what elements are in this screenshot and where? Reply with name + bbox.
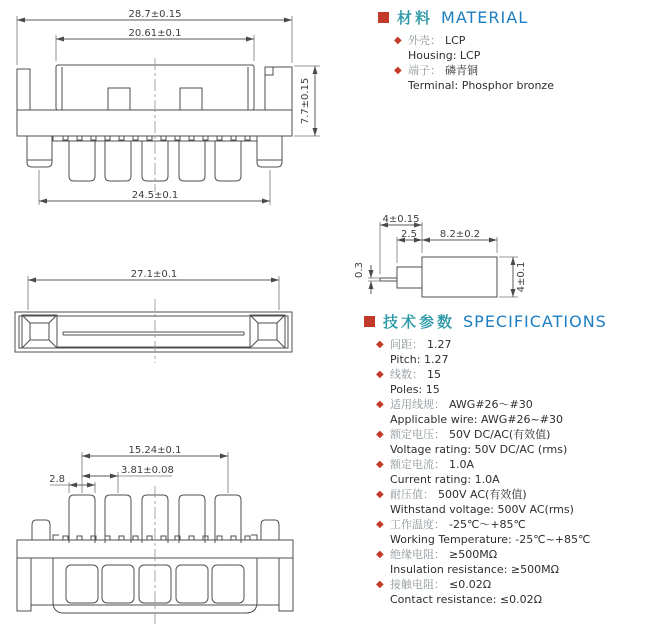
- spec-item-wire: [364, 397, 646, 427]
- dim-pin-row-span: 15.24±0.1: [128, 445, 182, 456]
- material-item-housing: [378, 33, 642, 63]
- material-title-en: MATERIAL: [441, 8, 529, 27]
- bottom-view-dimensions: [49, 445, 228, 493]
- spec-contact-zh-label: 接触电阻：: [390, 578, 445, 591]
- diamond-bullet-icon: ◆: [394, 35, 402, 46]
- spec-insulation-zh: [390, 547, 646, 562]
- material-terminal-zh: [408, 63, 642, 78]
- side-view-dimensions: [354, 214, 527, 297]
- material-housing-zh: [408, 33, 642, 48]
- spec-voltage-zh: [390, 427, 646, 442]
- material-housing-zh-value: LCP: [445, 34, 466, 47]
- spec-item-poles: [364, 367, 646, 397]
- side-view-outline: [380, 257, 497, 297]
- spec-contact-zh-value: ≤0.02Ω: [449, 578, 492, 591]
- spec-withstand-en: Withstand voltage: 500V AC(rms): [390, 503, 574, 516]
- dim-inner-width: 20.61±0.1: [128, 28, 182, 39]
- dim-finger-width: 2.8: [49, 474, 65, 485]
- diamond-bullet-icon: ◆: [376, 489, 384, 500]
- spec-pitch-en: Pitch: 1.27: [390, 353, 449, 366]
- diamond-bullet-icon: ◆: [376, 369, 384, 380]
- spec-pitch-zh-label: 间距：: [390, 338, 423, 351]
- spec-voltage-zh-value: 50V DC/AC(有效值): [449, 428, 551, 441]
- material-title: [378, 7, 642, 28]
- dim-pin-span: 24.5±0.1: [131, 190, 179, 201]
- spec-temperature-en: Working Temperature: -25℃~+85℃: [390, 533, 591, 546]
- spec-current-en: Current rating: 1.0A: [390, 473, 500, 486]
- specs-title-en: SPECIFICATIONS: [463, 312, 607, 331]
- spec-contact-en: Contact resistance: ≤0.02Ω: [390, 593, 543, 606]
- spec-temperature-zh-label: 工作温度：: [390, 518, 445, 531]
- front-view-outline: [17, 58, 292, 192]
- square-bullet-icon: [378, 12, 389, 23]
- spec-item-pitch: [364, 337, 646, 367]
- dim-overall-width: 28.7±0.15: [128, 9, 182, 20]
- dim-body-length: 8.2±0.2: [439, 229, 481, 240]
- spec-item-current: [364, 457, 646, 487]
- spec-pitch-zh-value: 1.27: [427, 338, 452, 351]
- spec-item-insulation: [364, 547, 646, 577]
- material-title-zh: 材料: [397, 9, 434, 27]
- spec-poles-zh-value: 15: [427, 368, 441, 381]
- diamond-bullet-icon: ◆: [376, 579, 384, 590]
- spec-insulation-zh-value: ≥500MΩ: [449, 548, 498, 561]
- bottom-view-outline: [17, 486, 293, 624]
- dim-pin-thickness: 0.3: [354, 262, 365, 278]
- spec-current-zh-label: 额定电流：: [390, 458, 445, 471]
- spec-insulation-zh-label: 绝缘电阻：: [390, 548, 445, 561]
- spec-voltage-en: Voltage rating: 50V DC/AC (rms): [390, 443, 568, 456]
- diamond-bullet-icon: ◆: [376, 459, 384, 470]
- spec-poles-en: Poles: 15: [390, 383, 440, 396]
- spec-item-temperature: [364, 517, 646, 547]
- side-view-drawing: [350, 204, 530, 309]
- front-view-drawing: [8, 4, 348, 216]
- spec-wire-zh-value: AWG#26～#30: [449, 398, 533, 411]
- bottom-view-drawing: [8, 432, 338, 628]
- diamond-bullet-icon: ◆: [376, 339, 384, 350]
- specifications-section: [364, 311, 646, 607]
- top-view-dimensions: [28, 269, 279, 310]
- spec-item-voltage: [364, 427, 646, 457]
- spec-wire-en: Applicable wire: AWG#26~#30: [390, 413, 563, 426]
- diamond-bullet-icon: ◆: [376, 429, 384, 440]
- spec-withstand-zh: [390, 487, 646, 502]
- spec-item-withstand: [364, 487, 646, 517]
- material-terminal-zh-label: 端子：: [408, 64, 441, 77]
- dim-side-height: 4±0.1: [516, 261, 527, 293]
- spec-poles-zh: [390, 367, 646, 382]
- material-terminal-en: Terminal: Phosphor bronze: [408, 79, 554, 92]
- spec-wire-zh-label: 适用线规：: [390, 398, 445, 411]
- dim-height: 7.7±0.15: [300, 77, 311, 125]
- specs-title: [364, 311, 646, 332]
- top-view-drawing: [8, 253, 338, 365]
- diamond-bullet-icon: ◆: [376, 549, 384, 560]
- dim-front-length: 4±0.15: [382, 214, 420, 225]
- material-item-terminal: [378, 63, 642, 93]
- specs-items: [364, 337, 646, 607]
- spec-temperature-zh: [390, 517, 646, 532]
- spec-voltage-zh-label: 额定电压：: [390, 428, 445, 441]
- spec-pitch-zh: [390, 337, 646, 352]
- spec-temperature-zh-value: -25℃～+85℃: [449, 518, 526, 531]
- diamond-bullet-icon: ◆: [394, 65, 402, 76]
- spec-withstand-zh-label: 耐压值：: [390, 488, 434, 501]
- material-section: [378, 7, 642, 93]
- spec-current-zh-value: 1.0A: [449, 458, 475, 471]
- spec-contact-zh: [390, 577, 646, 592]
- spec-current-zh: [390, 457, 646, 472]
- spec-withstand-zh-value: 500V AC(有效值): [438, 488, 527, 501]
- spec-wire-zh: [390, 397, 646, 412]
- diamond-bullet-icon: ◆: [376, 519, 384, 530]
- dim-top-width: 27.1±0.1: [130, 269, 178, 280]
- dim-step-length: 2.5: [401, 229, 417, 240]
- square-bullet-icon: [364, 316, 375, 327]
- material-terminal-zh-value: 磷青铜: [445, 64, 478, 77]
- spec-insulation-en: Insulation resistance: ≥500MΩ: [390, 563, 560, 576]
- spec-poles-zh-label: 线数：: [390, 368, 423, 381]
- top-view-outline: [15, 299, 292, 363]
- diamond-bullet-icon: ◆: [376, 399, 384, 410]
- dim-pitch: 3.81±0.08: [121, 465, 174, 476]
- spec-item-contact: [364, 577, 646, 607]
- material-items: [378, 33, 642, 93]
- material-housing-zh-label: 外壳：: [408, 34, 441, 47]
- material-housing-en: Housing: LCP: [408, 49, 481, 62]
- specs-title-zh: 技术参数: [383, 313, 456, 331]
